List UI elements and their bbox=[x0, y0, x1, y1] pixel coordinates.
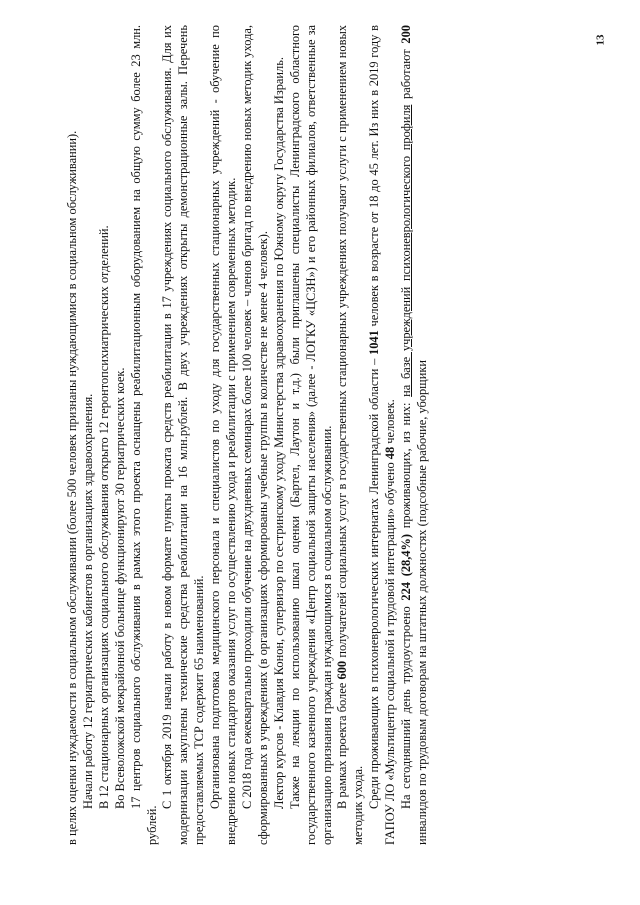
paragraph bbox=[97, 25, 113, 845]
paragraph bbox=[113, 25, 129, 845]
document-body bbox=[65, 25, 431, 845]
paragraph bbox=[367, 25, 399, 845]
text-run: получателей социальных услуг в государственных стационарных учреждениях получают услуги с применением новых методик ухода. bbox=[335, 25, 366, 845]
paragraph bbox=[399, 25, 431, 845]
paragraph bbox=[208, 25, 240, 845]
text-run: С 1 октября 2019 начали работу в новом формате пункты проката средств реабилитации в 17 учреждениях социального обслуживания. Для их модернизации закуплены технические средства реабилитации на 16 млн.рублей. В двух учреждениях открыты демонстрационные залы. Перечень предоставляемых ТСР содержит 65 наименований. bbox=[160, 25, 207, 845]
text-run: Организована подготовка медицинского персонала и специалистов по уходу для государственных стационарных учреждений - обучение по внедрению новых стандартов оказания услуг по осуществлению ухода и реабилитации с применением современных методик. bbox=[208, 25, 239, 845]
rotated-page-body bbox=[65, 25, 431, 845]
text-run: человек. bbox=[383, 399, 398, 447]
bold-text: 600 bbox=[335, 660, 350, 680]
text-run: проживающих, из них: bbox=[399, 396, 414, 534]
text-run: Также на лекции по использованию шкал оценки (Бартел, Лаутон и т.д.) были приглашены специалисты Ленинградского областного государственного казенного учреждения «Центр социальной защиты населения» (далее - ЛОГКУ «ЦСЗН») и его районных филиалов, ответственные за организацию признания граждан нуждающимися в социальном обслуживании. bbox=[287, 25, 334, 845]
bold-text: 1041 bbox=[367, 330, 382, 355]
paragraph bbox=[129, 25, 161, 845]
paragraph bbox=[288, 25, 336, 845]
text-run: в целях оценки нуждаемости в социальном обслуживании (более 500 человек признаны нуждающимися в социальном обслуживании). bbox=[65, 130, 79, 845]
text-run: Во Всеволожской межрайонной больнице функционируют 30 гериатрических коек. bbox=[112, 367, 127, 809]
paragraph bbox=[65, 25, 81, 845]
paragraph bbox=[240, 25, 272, 845]
text-run: человек в возрасте от 18 до 45 лет. Из них в 2019 году в ГАПОУ ЛО «Мультицентр социальной и трудовой интеграции» обучено bbox=[367, 25, 398, 845]
underlined-text: на базе учреждений психоневрологического профиля bbox=[399, 104, 414, 397]
paragraph bbox=[272, 25, 288, 845]
page-number: 13 bbox=[594, 34, 607, 46]
text-run: В 12 стационарных организациях социального обслуживания открыто 12 геронтопсихиатрических отделений. bbox=[96, 225, 111, 809]
text-run: На сегодняшний день трудоустроено bbox=[399, 600, 414, 809]
bold-text: 48 bbox=[383, 446, 398, 460]
text-run: Начали работу 12 гериатрических кабинетов в организациях здравоохранения. bbox=[80, 393, 95, 809]
paragraph bbox=[335, 25, 367, 845]
text-run: Лектор курсов - Клавдия Конон, супервизор по сестринскому уходу Министерства здравоохранения по Южному округу Государства Израиль. bbox=[271, 57, 286, 809]
paragraph bbox=[81, 25, 97, 845]
text-run: С 2018 года ежеквартально проходили обучение на двухдневных семинарах более 100 человек – членов бригад по внедрению новых методик ухода, сформированных в учреждениях (в организациях сформированы учебные группы в количестве не менее 4 человек). bbox=[239, 25, 270, 845]
text-run: Среди проживающих в психоневрологических интернатах Ленинградской области – bbox=[367, 355, 382, 809]
text-run: 17 центров социального обслуживания в рамках этого проекта оснащены реабилитационным оборудованием на общую сумму более 23 млн. рублей. bbox=[128, 25, 159, 845]
text-run: работают bbox=[399, 43, 414, 105]
text-run: инвалидов по трудовым договорам на штатных должностях (подсобные рабочие, уборщики bbox=[414, 360, 429, 845]
bold-text: 224 (28,4%) bbox=[399, 533, 414, 601]
text-run: В рамках проекта более bbox=[335, 679, 350, 809]
bold-text: 200 bbox=[399, 25, 414, 44]
paragraph bbox=[160, 25, 208, 845]
